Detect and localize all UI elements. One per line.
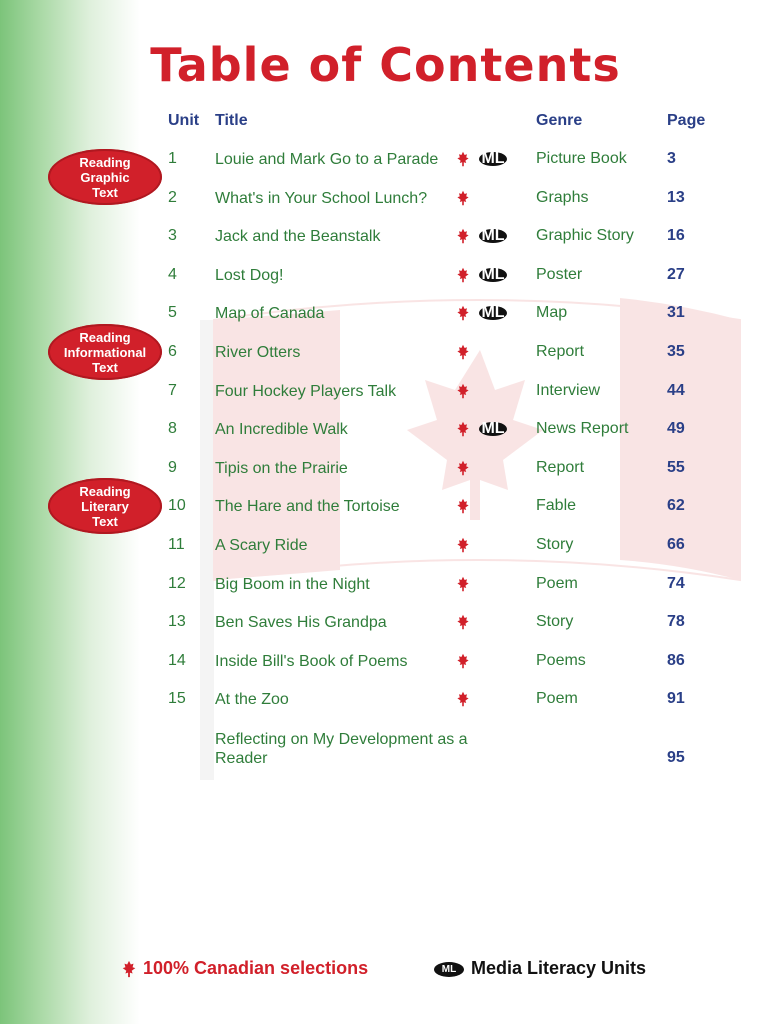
header-genre: Genre — [536, 112, 583, 129]
ml-badge-icon: ML — [434, 962, 464, 977]
maple-leaf-icon — [120, 960, 138, 978]
unit-number: 10 — [168, 497, 186, 515]
unit-number: 4 — [168, 265, 177, 283]
maple-leaf-icon — [455, 691, 471, 707]
entry-genre: Poems — [536, 651, 586, 669]
maple-leaf-icon — [455, 344, 471, 360]
maple-leaf-icon — [455, 537, 471, 553]
entry-title: Big Boom in the Night — [215, 575, 370, 593]
entry-page: 44 — [667, 381, 685, 399]
entry-page: 91 — [667, 690, 685, 708]
toc-row[interactable] — [0, 459, 771, 497]
header-page: Page — [667, 112, 706, 129]
toc-row[interactable] — [0, 690, 771, 728]
unit-number: 9 — [168, 458, 177, 476]
entry-title: Reflecting on My Development as a Reader — [215, 731, 468, 767]
toc-row[interactable] — [0, 227, 771, 265]
entry-genre: Poem — [536, 574, 578, 592]
maple-leaf-icon — [455, 576, 471, 592]
ml-badge-icon: ML — [479, 152, 507, 166]
entry-title: What's in Your School Lunch? — [215, 189, 428, 207]
toc-row[interactable] — [0, 343, 771, 381]
entry-genre: Picture Book — [536, 150, 627, 167]
ml-badge-icon: ML — [479, 268, 507, 282]
maple-leaf-icon — [455, 151, 471, 167]
header-unit: Unit — [168, 112, 200, 129]
badge-line: Reading — [79, 329, 131, 345]
entry-page: 13 — [667, 188, 685, 206]
entry-page: 95 — [667, 749, 685, 766]
badge-line: Reading — [79, 483, 131, 499]
badge-line: Text — [92, 184, 118, 200]
entry-page: 35 — [667, 343, 685, 360]
toc-row[interactable] — [0, 420, 771, 458]
unit-number: 1 — [168, 150, 177, 167]
entry-page: 3 — [667, 150, 676, 167]
unit-number: 3 — [168, 227, 177, 245]
maple-leaf-icon — [455, 383, 471, 399]
unit-number: 7 — [168, 381, 177, 399]
badge-line: Text — [92, 359, 118, 375]
toc-row[interactable] — [0, 497, 771, 535]
header-title: Title — [215, 112, 248, 129]
entry-title: Lost Dog! — [215, 266, 284, 284]
unit-number: 13 — [168, 613, 186, 631]
maple-leaf-icon — [455, 421, 471, 437]
toc-row-final[interactable] — [0, 730, 771, 776]
toc-row[interactable] — [0, 575, 771, 613]
entry-genre: Poem — [536, 690, 578, 708]
entry-title: Tipis on the Prairie — [215, 459, 348, 477]
entry-title: Jack and the Beanstalk — [215, 228, 381, 246]
entry-page: 55 — [667, 458, 685, 476]
entry-genre: Report — [536, 343, 585, 360]
unit-number: 11 — [168, 536, 185, 553]
maple-leaf-icon — [455, 267, 471, 283]
badge-line: Literary — [81, 498, 129, 514]
ml-badge-icon: ML — [479, 229, 507, 243]
entry-page: 16 — [667, 227, 685, 245]
entry-page: 31 — [667, 304, 685, 322]
badge-line: Informational — [63, 344, 147, 360]
entry-page: 66 — [667, 536, 685, 553]
toc-row[interactable] — [0, 536, 771, 574]
toc-row[interactable] — [0, 304, 771, 342]
footer-ml-label: Media Literacy Units — [471, 958, 647, 978]
entry-genre: Story — [536, 613, 574, 631]
entry-page: 49 — [667, 420, 685, 438]
footer-canadian-label: 100% Canadian selections — [143, 958, 369, 978]
toc-row[interactable] — [0, 189, 771, 227]
entry-genre: Interview — [536, 381, 601, 399]
entry-genre: Poster — [536, 265, 583, 283]
unit-number: 2 — [168, 188, 177, 206]
unit-number: 6 — [168, 343, 177, 360]
entry-title: A Scary Ride — [215, 537, 308, 554]
entry-genre: Fable — [536, 497, 577, 515]
toc-row[interactable] — [0, 266, 771, 304]
entry-genre: Story — [536, 536, 574, 553]
maple-leaf-icon — [455, 460, 471, 476]
unit-number: 12 — [168, 574, 186, 592]
entry-page: 27 — [667, 265, 685, 283]
ml-badge-icon: ML — [479, 306, 507, 320]
maple-leaf-icon — [455, 190, 471, 206]
entry-title: River Otters — [215, 344, 301, 361]
entry-genre: Report — [536, 458, 585, 476]
entry-title: An Incredible Walk — [215, 421, 348, 439]
page-title: Table of Contents — [150, 38, 621, 92]
entry-genre: Graphs — [536, 188, 589, 206]
badge-line: Reading — [79, 154, 131, 170]
unit-number: 8 — [168, 420, 177, 438]
maple-leaf-icon — [455, 228, 471, 244]
maple-leaf-icon — [455, 653, 471, 669]
entry-title: Four Hockey Players Talk — [215, 382, 397, 400]
entry-title: At the Zoo — [215, 691, 289, 709]
unit-number: 5 — [168, 304, 177, 322]
unit-number: 15 — [168, 690, 186, 708]
entry-genre: Graphic Story — [536, 227, 634, 245]
entry-page: 86 — [667, 651, 685, 669]
entry-genre: News Report — [536, 420, 629, 438]
entry-page: 78 — [667, 613, 685, 631]
entry-genre: Map — [536, 304, 568, 322]
entry-title: Louie and Mark Go to a Parade — [215, 151, 439, 168]
entry-title: Ben Saves His Grandpa — [215, 614, 387, 632]
entry-page: 62 — [667, 497, 685, 515]
maple-leaf-icon — [455, 305, 471, 321]
toc-row[interactable] — [0, 613, 771, 651]
toc-row[interactable] — [0, 150, 771, 188]
entry-title: The Hare and the Tortoise — [215, 498, 400, 516]
badge-line: Graphic — [80, 169, 130, 185]
badge-line: Text — [92, 513, 118, 529]
maple-leaf-icon — [455, 498, 471, 514]
ml-badge-icon: ML — [479, 422, 507, 436]
entry-title: Inside Bill's Book of Poems — [215, 652, 408, 670]
toc-row[interactable] — [0, 382, 771, 420]
maple-leaf-icon — [455, 614, 471, 630]
entry-page: 74 — [667, 574, 685, 592]
entry-title: Map of Canada — [215, 305, 325, 323]
unit-number: 14 — [168, 651, 186, 669]
toc-row[interactable] — [0, 652, 771, 690]
